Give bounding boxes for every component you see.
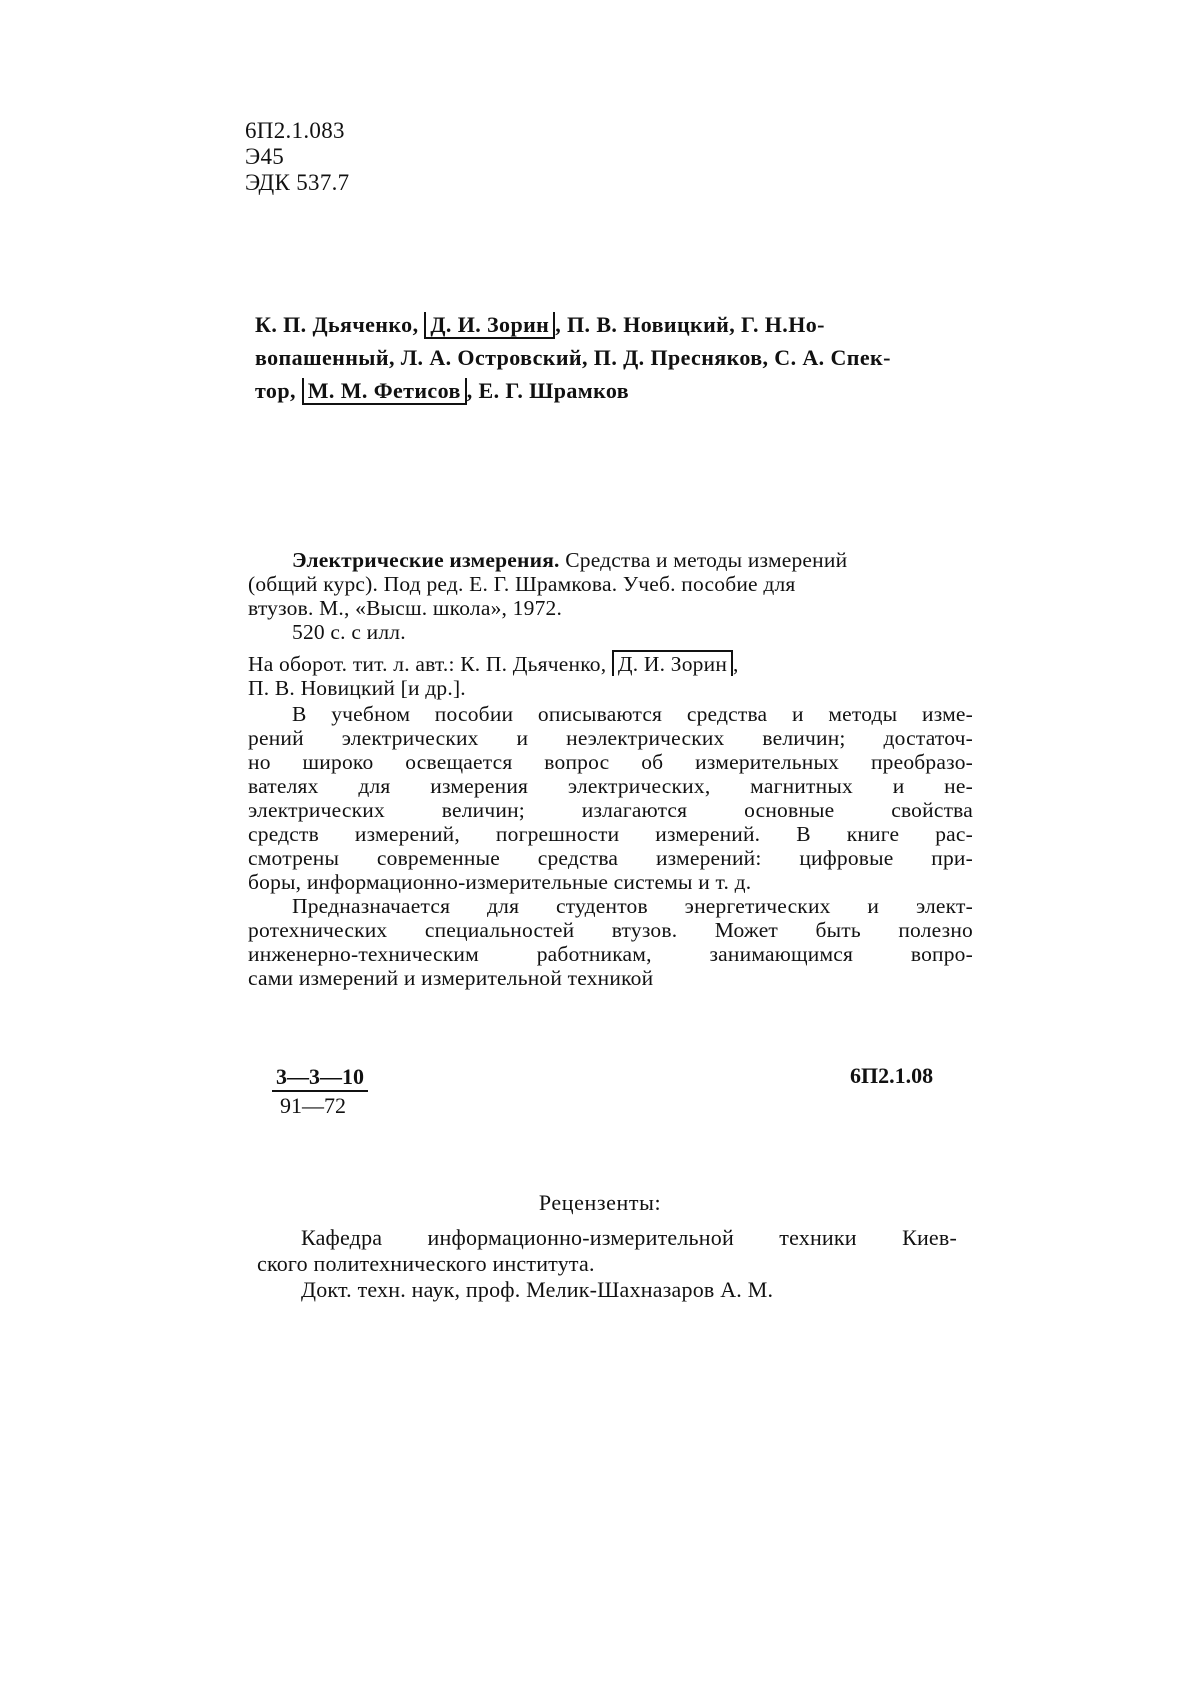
classification-code-right: 6П2.1.08: [850, 1063, 934, 1088]
verso-authors-line: [248, 652, 973, 676]
audience-line: инженерно-техническим работникам, занимающимся вопро-: [248, 942, 973, 966]
udc-code: 6П2.1.083: [245, 118, 345, 143]
reviewer-line: ского политехнического института.: [257, 1251, 595, 1276]
author-text: , П. В. Новицкий, Г. Н.Но-: [555, 312, 825, 337]
authors-line-1: [255, 308, 975, 341]
author-text: тор,: [255, 378, 296, 403]
verso-text: На оборот. тит. л. авт.: К. П. Дьяченко,: [248, 652, 607, 676]
summary-line: но широко освещается вопрос об измерительных преобразо-: [248, 750, 973, 774]
summary-line: рений электрических и неэлектрических величин; достаточ-: [248, 726, 973, 750]
summary-line: смотрены современные средства измерений: цифровые при-: [248, 846, 973, 870]
summary-line: средств измерений, погрешности измерений. В книге рас-: [248, 822, 973, 846]
audience-line: ротехнических специальностей втузов. Может быть полезно: [248, 918, 973, 942]
verso-text: ,: [733, 652, 739, 676]
summary-line: боры, информационно-измерительные системы и т. д.: [248, 870, 752, 894]
index-numerator: 3—3—10: [272, 1063, 368, 1092]
summary-line: вателях для измерения электрических, магнитных и не-: [248, 774, 973, 798]
summary-paragraph: [248, 702, 973, 894]
book-subtitle: Средства и методы измерений: [559, 548, 848, 572]
book-title-line: [248, 548, 973, 572]
deceased-author-frame: М. М. Фетисов: [302, 378, 467, 405]
book-title-line-3: втузов. М., «Высш. школа», 1972.: [248, 596, 563, 620]
author-mark: Э45: [245, 144, 285, 169]
reviewer-line: Кафедра информационно-измерительной техники Киев-: [301, 1225, 957, 1250]
author-text: , Е. Г. Шрамков: [466, 378, 630, 403]
publisher-index-fraction: [272, 1063, 368, 1119]
classification-codes: [245, 118, 349, 196]
deceased-author-frame: Д. И. Зорин: [612, 650, 733, 676]
summary-line: В учебном пособии описываются средства и методы изме-: [292, 702, 973, 726]
verso-authors-line-2: П. В. Новицкий [и др.].: [248, 676, 466, 700]
audience-line: сами измерений и измерительной техникой: [248, 966, 654, 990]
book-title: Электрические измерения.: [292, 548, 560, 572]
audience-paragraph: [248, 894, 973, 990]
reviewers-block: [257, 1225, 957, 1303]
author-text: К. П. Дьяченко,: [255, 312, 419, 337]
authors-line-2: вопашенный, Л. А. Островский, П. Д. Пресняков, С. А. Спек-: [255, 345, 891, 370]
page-count: 520 с. с илл.: [292, 620, 406, 644]
summary-line: электрических величин; излагаются основные свойства: [248, 798, 973, 822]
audience-line: Предназначается для студентов энергетических и элект-: [292, 894, 973, 918]
index-denominator: 91—72: [280, 1093, 346, 1118]
book-title-line-2: (общий курс). Под ред. Е. Г. Шрамкова. Учеб. пособие для: [248, 572, 796, 596]
authors-block: [255, 308, 975, 407]
udc-number: ЭДК 537.7: [245, 170, 350, 195]
reviewers-heading: Рецензенты:: [538, 1190, 662, 1215]
authors-line-3: [255, 374, 975, 407]
bibliographic-annotation: [248, 548, 973, 990]
deceased-author-frame: Д. И. Зорин: [424, 312, 555, 339]
reviewer-line: Докт. техн. наук, проф. Мелик-Шахназаров А. М.: [301, 1277, 774, 1302]
